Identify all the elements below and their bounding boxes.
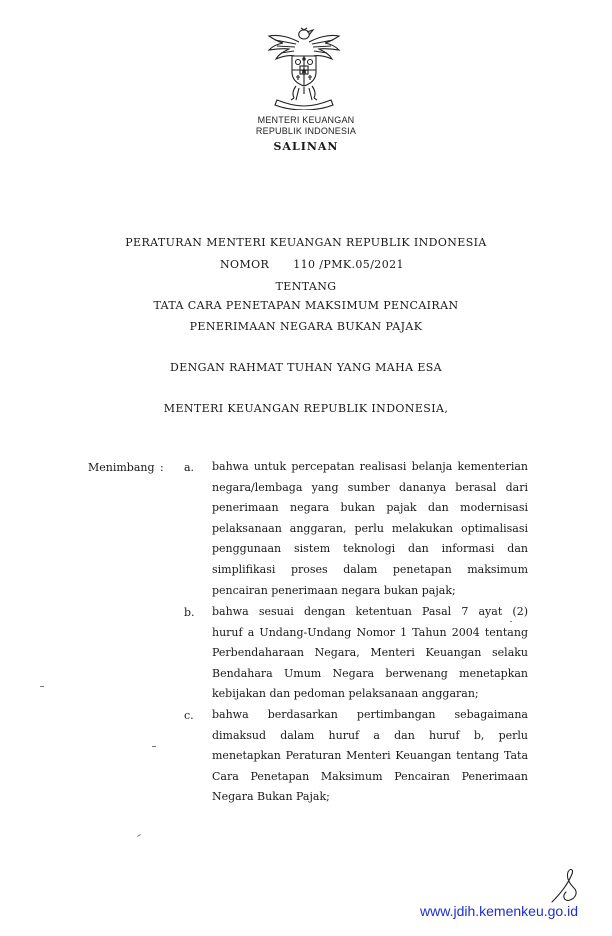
item-a-line: simplifikasi proses dalam penetapan maksimum bbox=[212, 562, 528, 576]
invocation: DENGAN RAHMAT TUHAN YANG MAHA ESA bbox=[169, 361, 443, 374]
issuer: MENTERI KEUANGAN REPUBLIK INDONESIA, bbox=[163, 402, 449, 415]
considering-label: Menimbang bbox=[88, 461, 155, 474]
website-link[interactable]: www.jdih.kemenkeu.go.id bbox=[420, 903, 578, 919]
ministry-line-2: REPUBLIK INDONESIA bbox=[255, 126, 357, 136]
item-letter-b: b. bbox=[184, 606, 195, 619]
ministry-line-1: MENTERI KEUANGAN bbox=[257, 115, 355, 125]
item-letter-c: c. bbox=[184, 709, 194, 722]
regulation-about: TENTANG bbox=[275, 280, 337, 293]
item-b-line: huruf a Undang-Undang Nomor 1 Tahun 2004 tentang bbox=[212, 625, 528, 639]
scan-speck bbox=[137, 834, 141, 837]
number-value: 110 /PMK.05/2021 bbox=[293, 258, 404, 271]
item-a-line: pelaksanaan anggaran, perlu melakukan optimalisasi bbox=[212, 521, 528, 535]
item-text-c bbox=[212, 705, 528, 808]
garuda-emblem-icon bbox=[263, 26, 345, 110]
scan-speck bbox=[510, 621, 512, 622]
item-a-line: bahwa untuk percepatan realisasi belanja kementerian bbox=[212, 460, 528, 473]
item-letter-a: a. bbox=[184, 461, 195, 474]
copy-label: SALINAN bbox=[273, 140, 339, 153]
item-c-line: Negara Bukan Pajak; bbox=[212, 790, 330, 804]
considering-colon: : bbox=[160, 461, 164, 474]
regulation-number bbox=[220, 258, 404, 271]
initial-paraf-icon bbox=[548, 866, 582, 906]
scan-speck bbox=[152, 746, 156, 747]
item-a-line: penggunaan sistem teknologi dan informasi dan bbox=[212, 542, 528, 556]
regulation-subject-line-2: PENERIMAAN NEGARA BUKAN PAJAK bbox=[189, 320, 423, 333]
item-b-line: kebijakan dan pedoman pelaksanaan anggaran; bbox=[212, 687, 479, 701]
ministry-header bbox=[250, 115, 362, 137]
scan-speck bbox=[40, 686, 44, 687]
item-a-line: pencairan penerimaan negara bukan pajak; bbox=[212, 583, 456, 597]
item-text-b bbox=[212, 602, 528, 705]
item-text-a bbox=[212, 457, 528, 601]
item-a-line: penerimaan negara bukan pajak dan modernisasi bbox=[212, 501, 528, 515]
item-b-line: bahwa sesuai dengan ketentuan Pasal 7 ayat (2) bbox=[212, 605, 528, 618]
item-b-line: Perbendaharaan Negara, Menteri Keuangan selaku bbox=[212, 646, 528, 660]
item-c-line: dimaksud dalam huruf a dan huruf b, perlu bbox=[212, 728, 528, 742]
item-c-line: bahwa berdasarkan pertimbangan sebagaimana bbox=[212, 708, 528, 721]
regulation-title: PERATURAN MENTERI KEUANGAN REPUBLIK INDONESIA bbox=[125, 236, 487, 249]
item-c-line: menetapkan Peraturan Menteri Keuangan tentang Tata bbox=[212, 749, 528, 763]
number-label: NOMOR bbox=[220, 258, 270, 271]
item-c-line: Cara Penetapan Maksimum Pencairan Penerimaan bbox=[212, 769, 528, 783]
item-a-line: negara/lembaga yang sumber dananya berasal dari bbox=[212, 480, 528, 494]
regulation-subject-line-1: TATA CARA PENETAPAN MAKSIMUM PENCAIRAN bbox=[153, 299, 459, 312]
item-b-line: Bendahara Umum Negara berwenang menetapkan bbox=[212, 666, 528, 680]
